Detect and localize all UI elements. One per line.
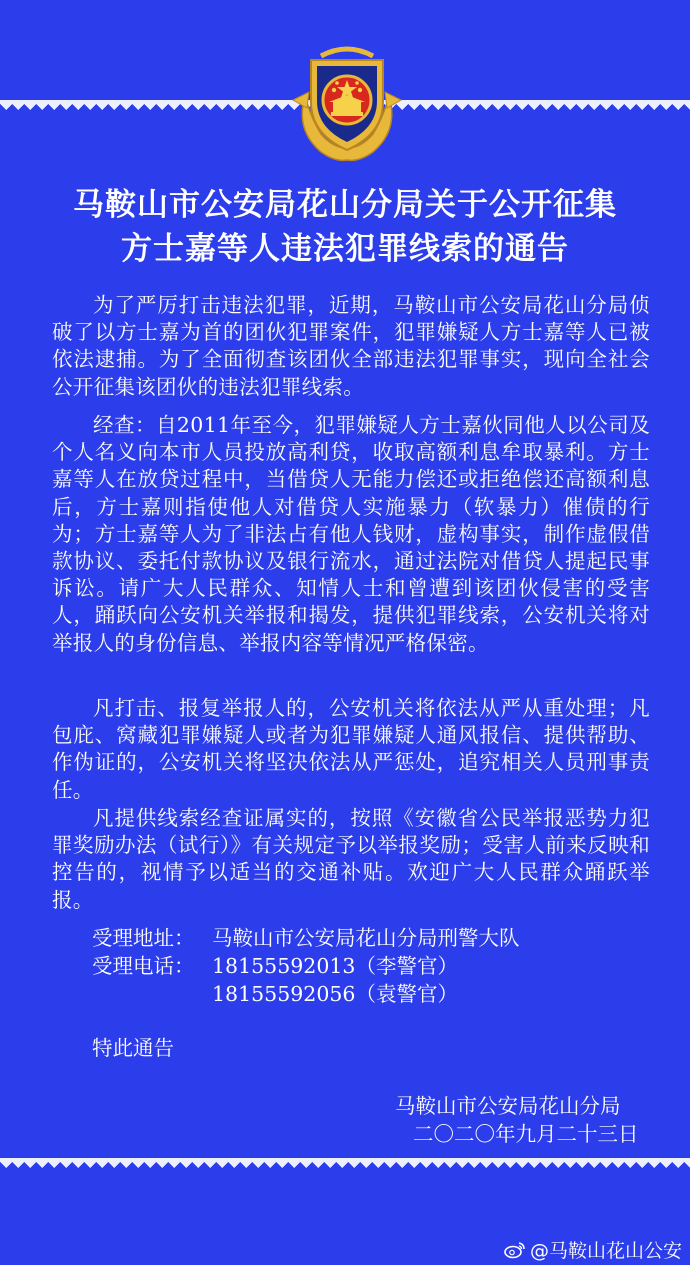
address-label: 受理地址：	[92, 926, 195, 950]
weibo-icon	[504, 1241, 526, 1259]
weibo-watermark	[504, 1236, 682, 1263]
phone-label: 受理电话：	[92, 954, 195, 978]
notice-paragraph-investigation: 经查：自2011年至今，犯罪嫌疑人方士嘉伙同他人以公司及个人名义向本市人员投放高利贷，收取高额利息牟取暴利。方士嘉等人在放贷过程中，当借贷人无能力偿还或拒绝偿还高额利息后，方士嘉则指使他人对借贷人实施暴力（软暴力）催债的行为；方士嘉等人为了非法占有他人钱财，虚构事实，制作虚假借款协议、委托付款协议及银行流水，通过法院对借贷人提起民事诉讼。请广大人民群众、知情人士和曾遭到该团伙侵害的受害人，踊跃向公安机关举报和揭发，提供犯罪线索，公安机关将对举报人的身份信息、举报内容等情况严格保密。	[52, 413, 650, 655]
notice-paragraph-intro: 为了严厉打击违法犯罪，近期，马鞍山市公安局花山分局侦破了以方士嘉为首的团伙犯罪案件，犯罪嫌疑人方士嘉等人已被依法逮捕。为了全面彻查该团伙全部违法犯罪事实，现向全社会公开征集该团伙的违法犯罪线索。	[52, 293, 650, 399]
closing-text: 特此通告	[92, 1036, 174, 1060]
phone-value-2: 18155592056（袁警官）	[212, 982, 458, 1006]
decorative-band-bottom	[0, 1158, 690, 1178]
signature-organization: 马鞍山市公安局花山分局	[395, 1094, 621, 1118]
signature-date: 二〇二〇年九月二十三日	[413, 1122, 639, 1146]
address-value: 马鞍山市公安局花山分局刑警大队	[212, 926, 520, 950]
watermark-text: @马鞍山花山公安	[529, 1240, 682, 1262]
phone-value-1: 18155592013（李警官）	[212, 954, 458, 978]
notice-title-line2: 方士嘉等人违法犯罪线索的通告	[121, 231, 569, 267]
notice-paragraph-warning: 凡打击、报复举报人的，公安机关将依法从严从重处理；凡包庇、窝藏犯罪嫌疑人或者为犯罪嫌疑人通风报信、提供帮助、作伪证的，公安机关将坚决依法从严惩处，追究相关人员刑事责任。	[52, 696, 650, 802]
notice-paragraph-reward: 凡提供线索经查证属实的，按照《安徽省公民举报恶势力犯罪奖励办法（试行）》有关规定予以举报奖励；受害人前来反映和控告的，视情予以适当的交通补贴。欢迎广大人民群众踊跃举报。	[52, 806, 650, 912]
police-emblem-icon	[287, 38, 407, 168]
notice-title-line1: 马鞍山市公安局花山分局关于公开征集	[73, 187, 617, 223]
